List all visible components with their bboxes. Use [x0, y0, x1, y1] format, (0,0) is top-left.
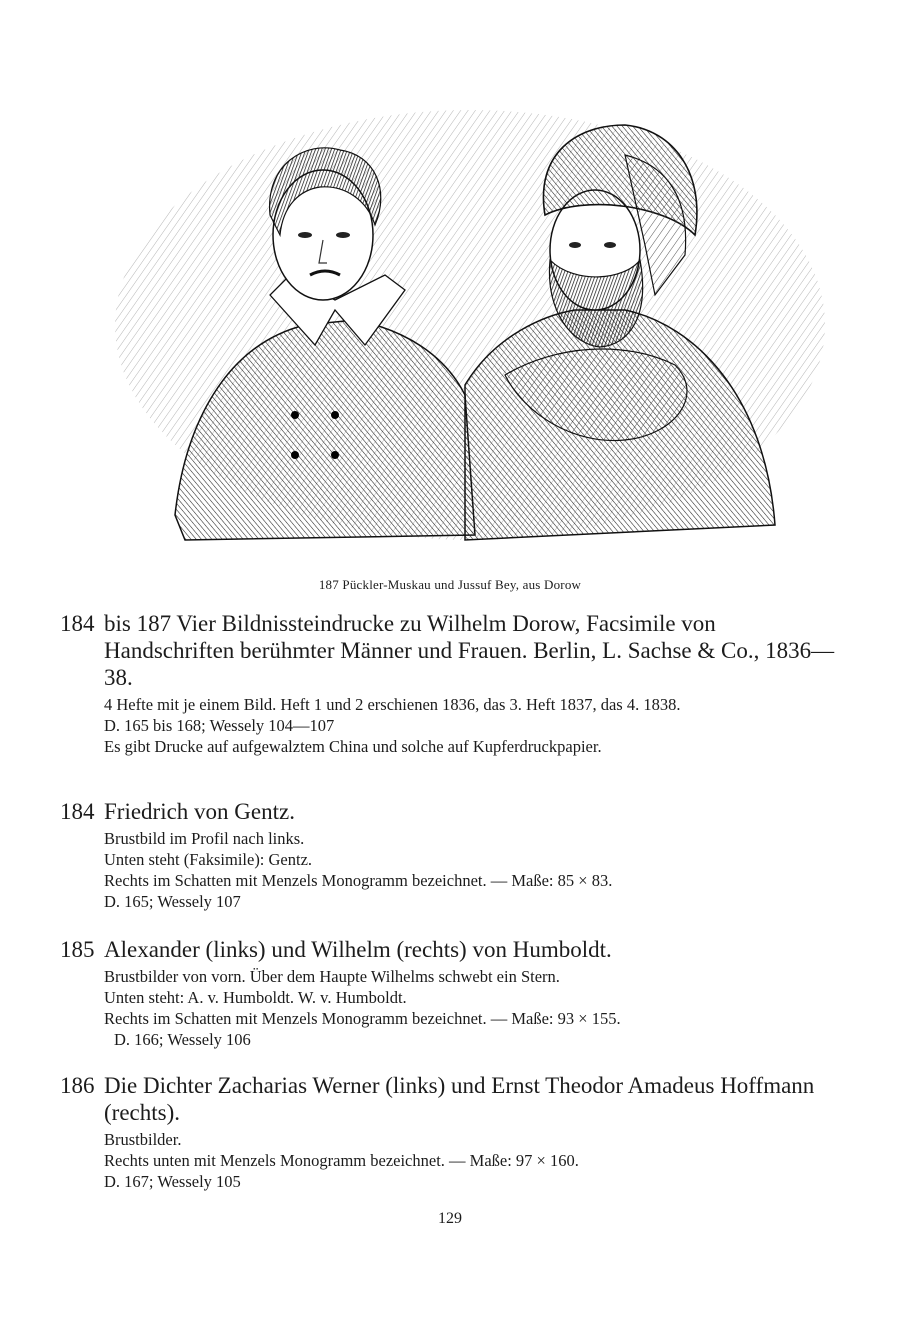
lithograph-image [105, 95, 830, 565]
entry-line: Brustbild im Profil nach links. [104, 829, 305, 848]
entry-number: 184 [60, 611, 95, 636]
entry-line: Brustbilder. [104, 1130, 182, 1149]
catalog-entry [60, 1072, 840, 1192]
entry-line: Unten steht (Faksimile): Gentz. [104, 850, 313, 869]
entry-line: Rechts unten mit Menzels Monogramm bezeichnet. — Maße: 97 × 160. [104, 1151, 579, 1170]
figure-caption: 187 Pückler-Muskau und Jussuf Bey, aus Dorow [318, 577, 582, 592]
entry-number: 186 [60, 1073, 95, 1098]
page-number: 129 [438, 1210, 462, 1227]
entry-line: D. 165 bis 168; Wessely 104—107 [104, 716, 335, 735]
entry-line: D. 167; Wessely 105 [104, 1172, 241, 1191]
catalog-entry [60, 798, 840, 912]
entry-line: Rechts im Schatten mit Menzels Monogramm bezeichnet. — Maße: 93 × 155. [104, 1009, 621, 1028]
entry-number: 184 [60, 799, 95, 824]
entry-line: D. 165; Wessely 107 [104, 892, 241, 911]
entry-title: Alexander (links) und Wilhelm (rechts) von Humboldt. [104, 937, 612, 962]
entry-title: bis 187 Vier Bildnissteindrucke zu Wilhelm Dorow, Facsimile von Handschriften berühmter Männer und Frauen. Berlin, L. Sachse & Co., 1836—38. [104, 611, 835, 690]
entry-title: Die Dichter Zacharias Werner (links) und Ernst Theodor Amadeus Hoffmann (rechts). [104, 1073, 815, 1125]
entry-line: D. 166; Wessely 106 [114, 1030, 251, 1049]
entry-number: 185 [60, 937, 95, 962]
entry-line: Es gibt Drucke auf aufgewalztem China und solche auf Kupferdruckpapier. [104, 737, 602, 756]
catalog-entry [60, 610, 840, 757]
entry-line: Rechts im Schatten mit Menzels Monogramm bezeichnet. — Maße: 85 × 83. [104, 871, 613, 890]
entry-line: Unten steht: A. v. Humboldt. W. v. Humboldt. [104, 988, 407, 1007]
entry-line: Brustbilder von vorn. Über dem Haupte Wilhelms schwebt ein Stern. [104, 967, 560, 986]
catalog-entry [60, 936, 840, 1050]
portrait-illustration [105, 95, 830, 565]
entry-line: 4 Hefte mit je einem Bild. Heft 1 und 2 erschienen 1836, das 3. Heft 1837, das 4. 1838. [104, 695, 681, 714]
entry-title: Friedrich von Gentz. [104, 799, 295, 824]
